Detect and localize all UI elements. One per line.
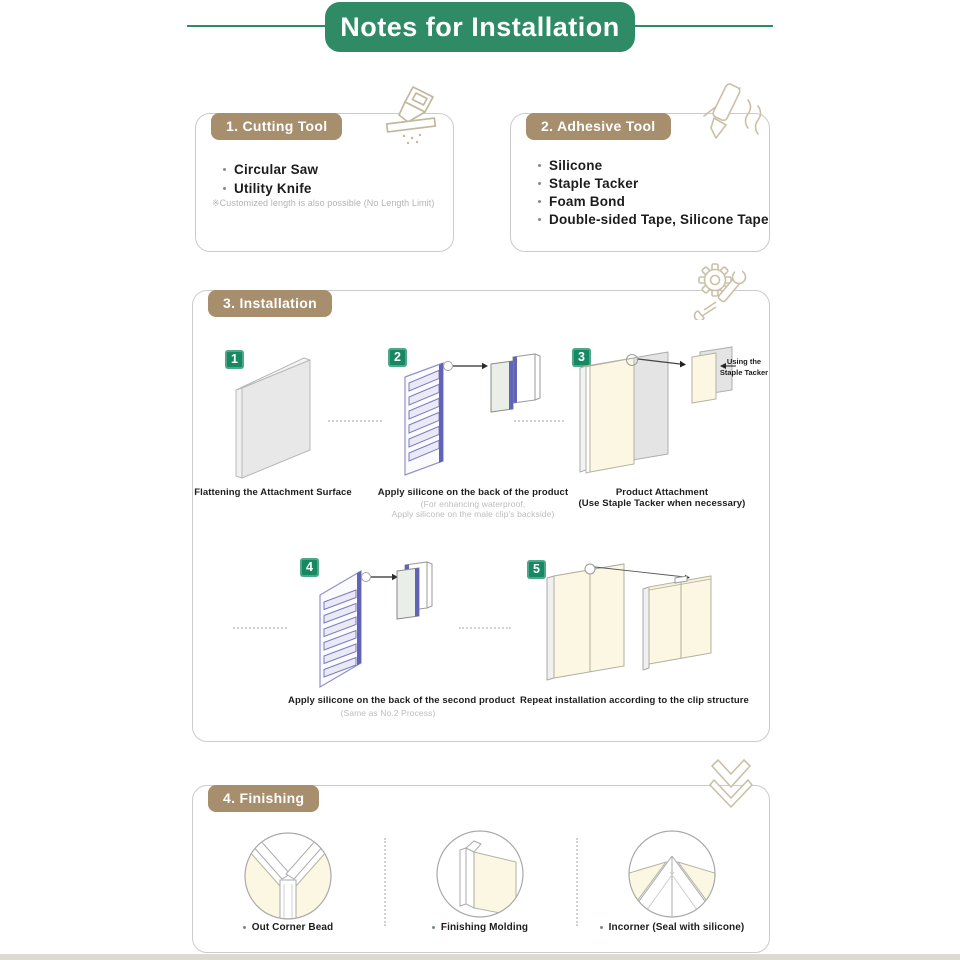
header-line-right — [635, 25, 773, 27]
dotted-divider — [576, 838, 578, 926]
annotation-line: Using the — [726, 357, 762, 366]
step-number-badge: 3 — [572, 348, 591, 367]
dotted-divider — [233, 627, 287, 629]
adhesive-tool-list — [538, 156, 769, 228]
tool-item-label: Staple Tacker — [549, 175, 639, 191]
bullet-icon — [432, 926, 435, 929]
cutting-tool-list — [223, 160, 318, 198]
step-number-badge: 2 — [388, 348, 407, 367]
dotted-divider — [328, 420, 382, 422]
finishing-item-label: Finishing Molding — [440, 922, 529, 933]
page-title: Notes for Installation — [325, 2, 635, 52]
corner-trim-icon — [704, 756, 758, 812]
step3-caption: Product Attachment — [615, 487, 709, 498]
step3-caption: (Use Staple Tacker when necessary) — [578, 498, 746, 509]
dotted-divider — [514, 420, 564, 422]
list-item — [538, 210, 769, 228]
adhesive-tool-label: 2. Adhesive Tool — [526, 113, 671, 140]
tool-item-label: Utility Knife — [234, 181, 312, 196]
dotted-divider — [459, 627, 511, 629]
step4-caption: Apply silicone on the back of the second product — [288, 695, 516, 706]
list-item — [223, 179, 318, 198]
step-number-badge: 4 — [300, 558, 319, 577]
step5-repeat-diagram — [535, 556, 770, 688]
utility-knife-icon — [378, 84, 446, 152]
step2-subcaption: (For enhancing waterproof, — [420, 499, 526, 509]
caulk-gun-icon — [700, 82, 766, 152]
bullet-icon — [243, 926, 246, 929]
step-number-badge: 5 — [527, 560, 546, 579]
tool-item-label: Foam Bond — [549, 193, 626, 209]
finishing-item — [188, 922, 388, 933]
out-corner-bead-diagram — [238, 828, 338, 928]
header-line-left — [187, 25, 325, 27]
step1-caption: Flattening the Attachment Surface — [194, 487, 352, 498]
list-item — [538, 156, 769, 174]
staple-tacker-annotation — [716, 356, 772, 378]
finishing-item — [380, 922, 580, 933]
page-bottom-band — [0, 954, 960, 960]
bullet-icon — [538, 182, 541, 185]
tool-item-label: Circular Saw — [234, 162, 319, 177]
list-item — [538, 174, 769, 192]
incorner-diagram — [622, 826, 722, 926]
step5-caption: Repeat installation according to the clip structure — [520, 695, 749, 706]
tool-item-label: Double-sided Tape, Silicone Tape — [549, 211, 769, 227]
bullet-icon — [600, 926, 603, 929]
step4-silicone-diagram — [293, 556, 438, 692]
cutting-tool-label: 1. Cutting Tool — [211, 113, 342, 140]
cutting-note: ※Customized length is also possible (No Length Limit) — [212, 198, 435, 208]
dotted-divider — [384, 838, 386, 926]
list-item — [538, 192, 769, 210]
bullet-icon — [538, 218, 541, 221]
finishing-label: 4. Finishing — [208, 785, 319, 812]
step2-caption: Apply silicone on the back of the product — [377, 487, 569, 498]
finishing-molding-diagram — [430, 826, 530, 926]
finishing-item-label: Out Corner Bead — [251, 922, 334, 933]
installation-label: 3. Installation — [208, 290, 332, 317]
tool-item-label: Silicone — [549, 157, 603, 173]
bullet-icon — [223, 187, 226, 190]
bullet-icon — [538, 164, 541, 167]
finishing-item — [572, 922, 772, 933]
bullet-icon — [223, 168, 226, 171]
gear-wrench-icon — [692, 260, 754, 320]
step-number-badge: 1 — [225, 350, 244, 369]
step2-subcaption: Apply silicone on the male clip's backside) — [391, 509, 555, 519]
list-item — [223, 160, 318, 179]
step1-wall-panel-diagram — [228, 348, 328, 482]
bullet-icon — [538, 200, 541, 203]
finishing-item-label: Incorner (Seal with silicone) — [608, 922, 745, 933]
step2-silicone-diagram — [385, 350, 565, 485]
step4-subcaption: (Same as No.2 Process) — [340, 708, 436, 718]
annotation-line: Staple Tacker — [719, 368, 769, 377]
